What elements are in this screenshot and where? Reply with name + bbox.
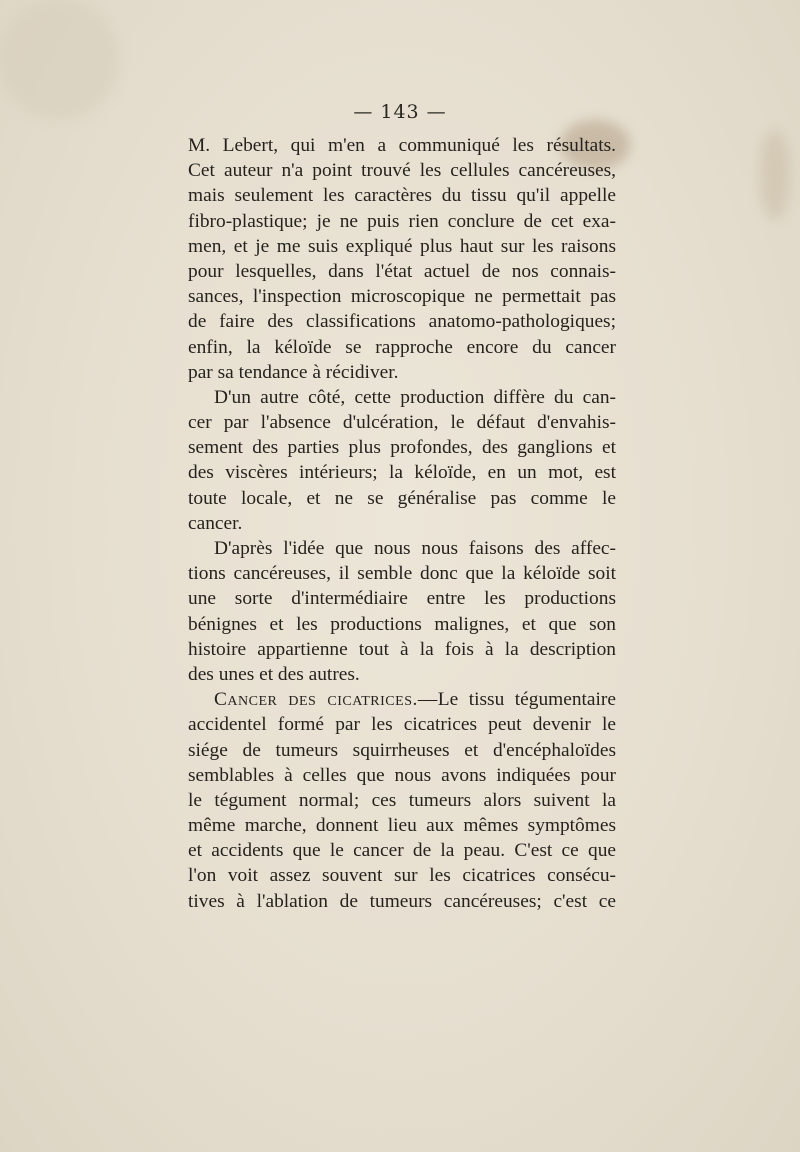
text-line: histoire appartienne tout à la fois à la description bbox=[188, 638, 616, 660]
text-line: pour lesquelles, dans l'état actuel de nos connais- bbox=[188, 260, 616, 282]
text-line: toute locale, et ne se généralise pas comme le bbox=[188, 487, 616, 509]
text-line: semblables à celles que nous avons indiquées pour bbox=[188, 764, 616, 786]
text-line: sances, l'inspection microscopique ne permettait pas bbox=[188, 286, 616, 308]
text-line: bénignes et les productions malignes, et que son bbox=[188, 613, 616, 635]
text-line: sement des parties plus profondes, des ganglions et bbox=[188, 437, 616, 459]
text-line: cer par l'absence d'ulcération, le défaut d'envahis- bbox=[188, 412, 616, 434]
body-text bbox=[188, 133, 616, 914]
text-line: D'après l'idée que nous nous faisons des affec- bbox=[214, 538, 616, 559]
section-heading: Cancer des cicatrices.— bbox=[214, 689, 438, 711]
text-line: enfin, la kéloïde se rapproche encore du cancer bbox=[188, 336, 616, 358]
page-number: — 143 — bbox=[353, 101, 447, 123]
text-line: siége de tumeurs squirrheuses et d'encéphaloïdes bbox=[188, 739, 616, 761]
text-line: tions cancéreuses, il semble donc que la kéloïde soit bbox=[188, 563, 616, 585]
text-line: et accidents que le cancer de la peau. C'est ce que bbox=[188, 840, 616, 862]
text-line: l'on voit assez souvent sur les cicatrices consécu- bbox=[188, 865, 616, 887]
text-line: accidentel formé par les cicatrices peut devenir le bbox=[188, 714, 616, 736]
text-line: tives à l'ablation de tumeurs cancéreuses; c'est ce bbox=[188, 890, 616, 912]
text-line-with-heading bbox=[188, 687, 616, 712]
text-line: D'un autre côté, cette production diffère du can- bbox=[214, 386, 616, 408]
text-line: Cet auteur n'a point trouvé les cellules cancéreuses, bbox=[188, 160, 616, 182]
text-line-rest: Le tissu tégumentaire bbox=[437, 689, 616, 711]
text-line: une sorte d'intermédiaire entre les productions bbox=[188, 588, 616, 610]
text-line: mais seulement les caractères du tissu qu'il appelle bbox=[188, 185, 616, 207]
text-line: M. Lebert, qui m'en a communiqué les résultats. bbox=[188, 135, 616, 156]
paper-stain bbox=[760, 130, 790, 220]
text-line: même marche, donnent lieu aux mêmes symptômes bbox=[188, 815, 616, 837]
text-line: des viscères intérieurs; la kéloïde, en un mot, est bbox=[188, 462, 616, 484]
text-line: cancer. bbox=[188, 512, 243, 534]
text-line: fibro-plastique; je ne puis rien conclure de cet exa- bbox=[188, 210, 616, 232]
text-line: men, et je me suis expliqué plus haut sur les raisons bbox=[188, 235, 616, 257]
text-line: de faire des classifications anatomo-pathologiques; bbox=[188, 311, 616, 333]
text-line: des unes et des autres. bbox=[188, 663, 360, 685]
text-line: le tégument normal; ces tumeurs alors suivent la bbox=[188, 789, 616, 811]
text-line: par sa tendance à récidiver. bbox=[188, 361, 399, 383]
